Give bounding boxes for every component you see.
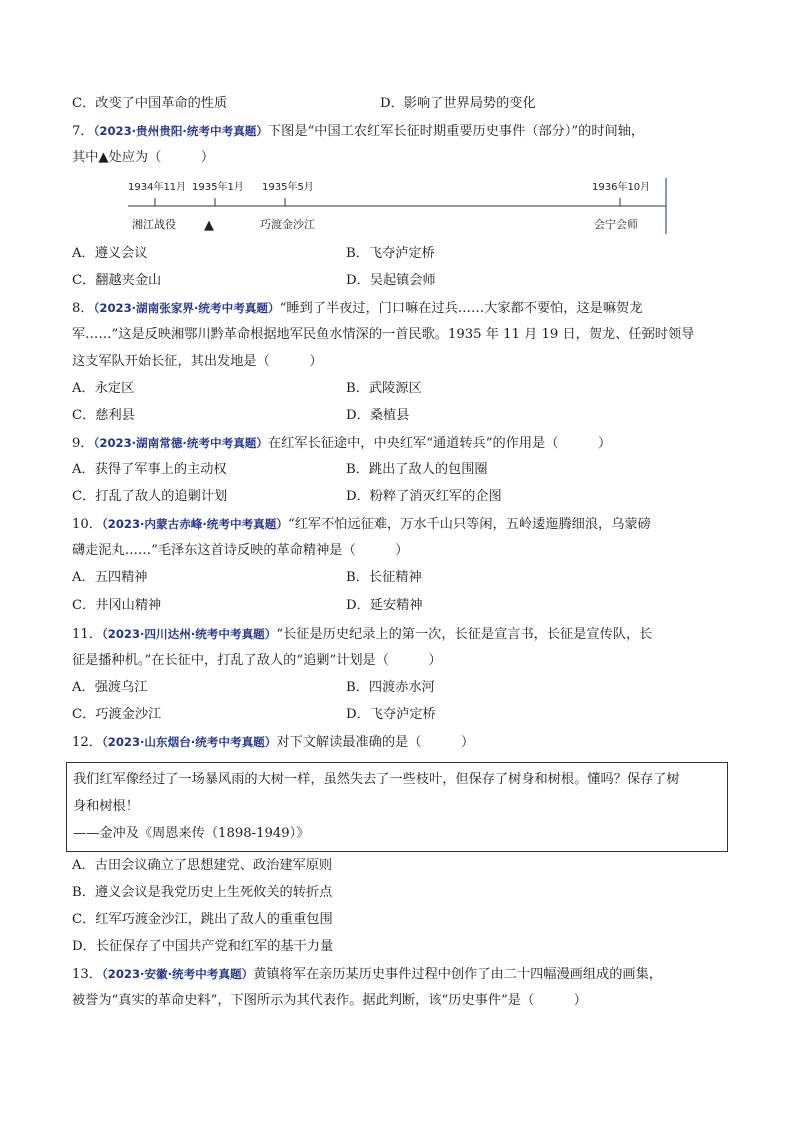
- q8-option-b: B．武陵源区: [346, 381, 422, 396]
- timeline-marker: ▲: [204, 218, 214, 233]
- q10-option-a: A．五四精神: [72, 570, 148, 585]
- q7-stem-line2: 其中▲处应为（ ）: [72, 150, 215, 165]
- q9-stem-line1: [72, 433, 611, 454]
- q8-stem-line3: 这支军队开始长征，其出发地是（ ）: [72, 354, 323, 369]
- timeline-event-huining: 会宁会师: [594, 218, 638, 231]
- q10-text: “红军不怕远征难，万水千山只等闲，五岭逶迤腾细浪，乌蒙磅: [287, 517, 651, 532]
- q10-option-c: C．井冈山精神: [72, 598, 162, 613]
- timeline-date-3: 1935年5月: [262, 182, 314, 193]
- q9-text: 在红军长征途中，中央红军“通道转兵”的作用是（ ）: [267, 436, 612, 451]
- timeline-date-1: 1934年11月: [128, 182, 187, 193]
- q8-source: （2023·湖南张家界·统考中考真题）: [93, 301, 280, 315]
- q11-option-c: C．巧渡金沙江: [72, 707, 162, 722]
- q10-stem-line2: 礴走泥丸……”毛泽东这首诗反映的革命精神是（ ）: [72, 543, 409, 558]
- q11-stem-line2: 征是播种机。”在长征中，打乱了敌人的“追剿”计划是（ ）: [72, 653, 442, 668]
- q12-quote-attribution: ——金冲及《周恩来传（1898-1949）》: [73, 826, 310, 841]
- q8-number: 8．: [72, 301, 94, 316]
- q11-stem-line1: [72, 624, 652, 645]
- q12-text: 对下文解读最准确的是（ ）: [276, 735, 475, 750]
- q6-option-d: D．影响了世界局势的变化: [380, 96, 536, 111]
- q7-text: 下图是“中国工农红军长征时期重要历史事件（部分）”的时间轴，: [267, 124, 645, 139]
- q9-number: 9．: [72, 436, 94, 451]
- q12-option-c: C．红军巧渡金沙江，跳出了敌人的重重包围: [72, 912, 333, 927]
- q12-option-b: B．遵义会议是我党历史上生死攸关的转折点: [72, 885, 333, 900]
- q7-stem-line1: [72, 121, 644, 142]
- q10-stem-line1: [72, 514, 651, 535]
- q10-option-b: B．长征精神: [346, 570, 422, 585]
- q8-option-c: C．慈利县: [72, 408, 135, 423]
- q12-quote-line2: 身和树根！: [73, 799, 139, 814]
- q9-option-c: C．打乱了敌人的追剿计划: [72, 489, 228, 504]
- q7-option-b: B．飞夺泸定桥: [346, 246, 435, 261]
- q9-option-a: A．获得了军事上的主动权: [72, 462, 227, 477]
- timeline-date-4: 1936年10月: [592, 182, 651, 193]
- q9-option-b: B．跳出了敌人的包围圈: [346, 462, 488, 477]
- q12-quote-box: [66, 762, 728, 852]
- q13-number: 13．: [72, 967, 102, 982]
- q7-timeline: [120, 178, 680, 238]
- q12-stem-line1: [72, 732, 474, 753]
- q13-text: 黄镇将军在亲历某历史事件过程中创作了由二十四幅漫画组成的画集，: [253, 967, 662, 982]
- q7-source: （2023·贵州贵阳·统考中考真题）: [93, 124, 268, 138]
- q6-option-c: C．改变了中国革命的性质: [72, 96, 228, 111]
- q11-source: （2023·四川达州·统考中考真题）: [101, 627, 277, 641]
- timeline-date-2: 1935年1月: [192, 182, 244, 193]
- q11-text: “长征是历史纪录上的第一次，长征是宣言书，长征是宣传队，长: [276, 627, 653, 642]
- timeline-event-jinshajiang: 巧渡金沙江: [260, 218, 315, 231]
- q11-number: 11．: [72, 627, 102, 642]
- q10-source: （2023·内蒙古赤峰·统考中考真题）: [101, 517, 288, 531]
- q12-number: 12．: [72, 735, 102, 750]
- q13-stem-line2: 被誉为“真实的革命史料”，下图所示为其代表作。据此判断，该“历史事件”是（ ）: [72, 993, 587, 1008]
- q10-option-d: D．延安精神: [346, 598, 423, 613]
- q12-quote-line1: 我们红军像经过了一场暴风雨的大树一样，虽然失去了一些枝叶，但保存了树身和树根。懂吗？保存了树: [73, 772, 680, 787]
- q11-option-d: D．飞夺泸定桥: [346, 707, 436, 722]
- q8-option-a: A．永定区: [72, 381, 135, 396]
- q13-stem-line1: [72, 964, 662, 985]
- q11-option-a: A．强渡乌江: [72, 680, 148, 695]
- q12-source: （2023·山东烟台·统考中考真题）: [101, 735, 277, 749]
- timeline-event-xiangjiang: 湘江战役: [132, 218, 176, 231]
- q11-option-b: B．四渡赤水河: [346, 680, 435, 695]
- q7-number: 7．: [72, 124, 94, 139]
- q7-option-c: C．翻越夹金山: [72, 273, 162, 288]
- q8-option-d: D．桑植县: [346, 408, 410, 423]
- q8-stem-line1: [72, 298, 642, 319]
- q10-number: 10．: [72, 517, 102, 532]
- q8-stem-line2: 军……”这是反映湘鄂川黔革命根据地军民鱼水情深的一首民歌。1935 年 11 月 19 日，贺龙、任弼时领导: [72, 327, 695, 342]
- q7-option-a: A．遵义会议: [72, 246, 148, 261]
- q7-option-d: D．吴起镇会师: [346, 273, 436, 288]
- q13-source: （2023·安徽·统考中考真题）: [101, 967, 254, 981]
- q8-text: “睡到了半夜过，门口嘛在过兵……大家都不要怕，这是嘛贺龙: [279, 301, 643, 316]
- q12-option-d: D．长征保存了中国共产党和红军的基干力量: [72, 939, 334, 954]
- q9-source: （2023·湖南常德·统考中考真题）: [93, 436, 268, 450]
- q12-option-a: A．古田会议确立了思想建党、政治建军原则: [72, 858, 333, 873]
- q9-option-d: D．粉粹了消灭红军的企图: [346, 489, 502, 504]
